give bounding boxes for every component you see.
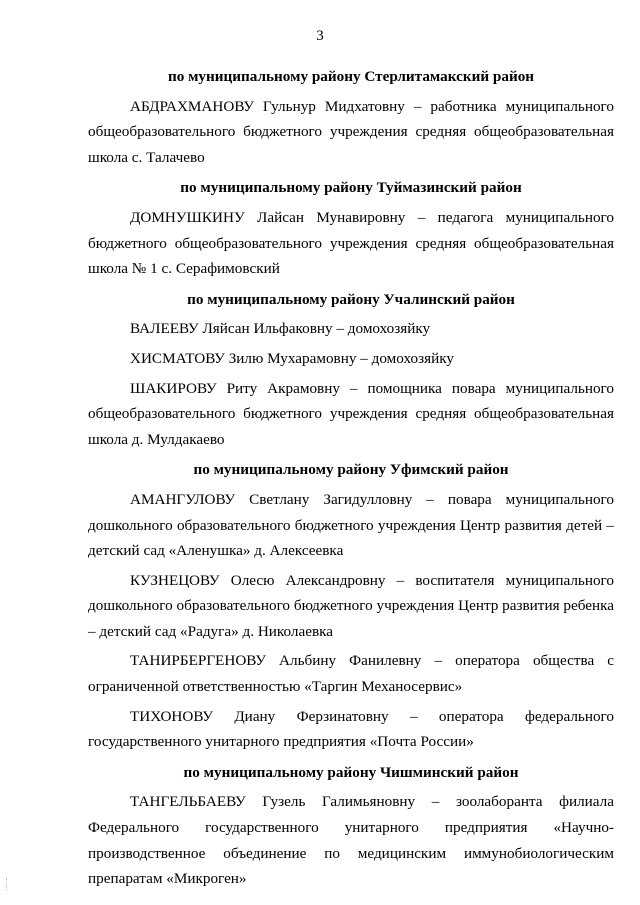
section-heading: по муниципальному району Чишминский район [183, 763, 519, 781]
section-sterlitamak [88, 64, 614, 170]
award-entry: ВАЛЕЕВУ Ляйсан Ильфаковну – домохозяйку [130, 320, 431, 338]
section-heading: по муниципальному району Стерлитамакский район [167, 68, 535, 85]
award-entry: АБДРАХМАНОВУ Гульнур Мидхатовну – работника муниципального общеобразовательного бюджетного учреждения средняя общеобразовательная школа с. Талачево [88, 97, 614, 166]
section-chishmy [88, 760, 614, 892]
section-heading: по муниципальному району Туймазинский район [180, 179, 522, 197]
section-heading: по муниципальному району Уфимский район [193, 461, 509, 479]
page-number: 3 [316, 28, 324, 44]
margin-mark [6, 878, 11, 890]
section-tuymazy [88, 175, 614, 281]
award-entry: АМАНГУЛОВУ Светлану Загидулловну – повара муниципального дошкольного образовательного бюджетного учреждения Центр развития детей – детский сад «Аленушка» д. Алексеевка [88, 490, 614, 560]
award-entry: ТАНГЕЛЬБАЕВУ Гузель Галимьяновну – зоолаборанта филиала Федерального государственного унитарного предприятия «Научно-производственное объединение по медицинским иммунобиологическим препаратам «Микроген» [88, 793, 614, 888]
award-entry: КУЗНЕЦОВУ Олесю Александровну – воспитателя муниципального дошкольного образовательного бюджетного учреждения Центр развития ребенка – детский сад «Радуга» д. Николаевка [88, 571, 614, 640]
award-entry: ДОМНУШКИНУ Лайсан Мунавировну – педагога муниципального бюджетного общеобразовательного учреждения средняя общеобразовательная школа № 1 с. Серафимовский [88, 208, 614, 278]
section-uchaly [88, 287, 614, 453]
document-body [88, 64, 614, 897]
section-ufa [88, 457, 614, 755]
award-entry: ШАКИРОВУ Риту Акрамовну – помощника повара муниципального общеобразовательного бюджетного учреждения средняя общеобразовательная школа д. Мулдакаево [88, 379, 614, 448]
section-heading: по муниципальному району Учалинский район [187, 290, 515, 308]
award-entry: ХИСМАТОВУ Зилю Мухарамовну – домохозяйку [130, 349, 454, 367]
award-entry: ТИХОНОВУ Диану Ферзинатовну – оператора федерального государственного унитарного предприятия «Почта России» [88, 707, 614, 751]
award-entry: ТАНИРБЕРГЕНОВУ Альбину Фанилевну – оператора общества с ограниченной ответственностью «Таргин Механосервис» [88, 652, 614, 696]
